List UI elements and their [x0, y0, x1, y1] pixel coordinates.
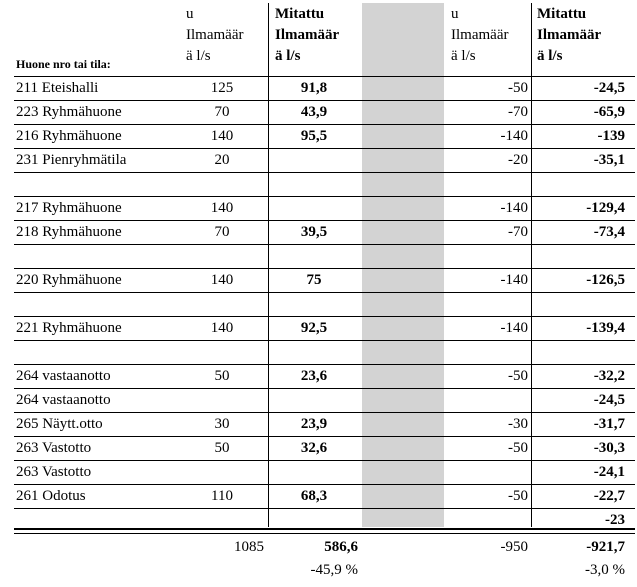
exhaust-measured-cell: -24,5	[593, 80, 625, 96]
column-divider	[268, 3, 269, 527]
supply-measured-cell: 95,5	[300, 128, 328, 144]
exhaust-design-cell: -140	[500, 272, 528, 288]
supply-design-cell: 110	[211, 488, 233, 504]
total-supply-design: 1085	[234, 539, 264, 555]
room-cell: 261 Odotus	[16, 488, 86, 504]
exhaust-design-header-1: u	[451, 6, 459, 22]
exhaust-measured-header-1: Mitattu	[537, 6, 587, 22]
supply-measured-cell: 23,9	[300, 416, 328, 432]
exhaust-design-header-3: ä l/s	[451, 48, 476, 64]
supply-measured-cell: 68,3	[300, 488, 328, 504]
supply-measured-cell: 91,8	[300, 80, 328, 96]
exhaust-design-cell: -20	[508, 152, 528, 168]
exhaust-design-cell: -140	[500, 320, 528, 336]
supply-design-cell: 50	[214, 440, 230, 456]
exhaust-design-cell: -140	[500, 200, 528, 216]
supply-design-header-2: Ilmamäär	[186, 27, 244, 43]
row-separator	[14, 340, 635, 341]
exhaust-measured-cell: -24,1	[593, 464, 625, 480]
row-separator	[14, 460, 635, 461]
exhaust-measured-cell: -126,5	[586, 272, 625, 288]
total-supply-measured: 586,6	[324, 539, 358, 555]
supply-measured-header-2: Ilmamäär	[275, 27, 340, 43]
total-rule	[14, 528, 635, 530]
row-separator	[14, 388, 635, 389]
room-cell: 263 Vastotto	[16, 464, 92, 480]
exhaust-measured-cell: -73,4	[593, 224, 625, 240]
room-cell: 211 Eteishalli	[16, 80, 99, 96]
exhaust-measured-header-3: ä l/s	[537, 48, 563, 64]
row-separator	[14, 364, 635, 365]
supply-design-cell: 70	[214, 224, 230, 240]
room-cell: 220 Ryhmähuone	[16, 272, 122, 288]
room-cell: 221 Ryhmähuone	[16, 320, 122, 336]
row-separator	[14, 508, 635, 509]
exhaust-measured-header-2: Ilmamäär	[537, 27, 602, 43]
row-separator	[14, 244, 635, 245]
supply-design-cell: 70	[214, 104, 230, 120]
supply-design-cell: 125	[210, 80, 234, 96]
row-separator	[14, 412, 635, 413]
exhaust-design-cell: -140	[500, 128, 528, 144]
row-separator	[14, 172, 635, 173]
exhaust-measured-cell: -32,2	[593, 368, 625, 384]
exhaust-design-header-2: Ilmamäär	[451, 27, 509, 43]
exhaust-measured-cell: -22,7	[593, 488, 625, 504]
supply-measured-cell: 75	[306, 272, 322, 288]
row-separator	[14, 220, 635, 221]
row-separator	[14, 148, 635, 149]
exhaust-measured-cell: -35,1	[593, 152, 625, 168]
supply-design-header-3: ä l/s	[186, 48, 211, 64]
exhaust-design-cell: -50	[508, 440, 528, 456]
row-separator	[14, 196, 635, 197]
row-separator	[14, 76, 635, 77]
row-separator	[14, 292, 635, 293]
supply-measured-header-1: Mitattu	[275, 6, 325, 22]
row-separator	[14, 484, 635, 485]
column-divider	[531, 3, 532, 527]
exhaust-measured-cell: -65,9	[593, 104, 625, 120]
room-cell: 264 vastaanotto	[16, 368, 111, 384]
supply-design-cell: 50	[214, 368, 230, 384]
supply-measured-cell: 92,5	[300, 320, 328, 336]
separator-column	[362, 3, 444, 527]
supply-percent: -45,9 %	[310, 562, 358, 578]
row-separator	[14, 316, 635, 317]
room-cell: 223 Ryhmähuone	[16, 104, 122, 120]
total-exhaust-design: -950	[500, 539, 528, 555]
exhaust-measured-cell: -139	[597, 128, 625, 144]
supply-design-cell: 140	[210, 320, 234, 336]
supply-measured-cell: 32,6	[300, 440, 328, 456]
supply-design-cell: 140	[210, 272, 234, 288]
supply-measured-cell: 39,5	[300, 224, 328, 240]
exhaust-measured-cell: -23	[605, 512, 625, 528]
room-cell: 231 Pienryhmätila	[16, 152, 127, 168]
supply-measured-cell: 43,9	[300, 104, 328, 120]
exhaust-measured-cell: -31,7	[593, 416, 625, 432]
exhaust-measured-cell: -139,4	[586, 320, 625, 336]
supply-design-header-1: u	[186, 6, 194, 22]
room-cell: 217 Ryhmähuone	[16, 200, 122, 216]
exhaust-measured-cell: -129,4	[586, 200, 625, 216]
supply-measured-cell: 23,6	[300, 368, 328, 384]
total-exhaust-measured: -921,7	[586, 539, 625, 555]
supply-design-cell: 140	[210, 200, 234, 216]
room-column-header: Huone nro tai tila:	[16, 57, 111, 71]
supply-design-cell: 30	[214, 416, 230, 432]
room-cell: 264 vastaanotto	[16, 392, 111, 408]
total-rule	[14, 533, 635, 534]
supply-design-cell: 20	[214, 152, 230, 168]
exhaust-design-cell: -50	[508, 488, 528, 504]
supply-measured-header-3: ä l/s	[275, 48, 301, 64]
room-cell: 263 Vastotto	[16, 440, 92, 456]
row-separator	[14, 268, 635, 269]
row-separator	[14, 100, 635, 101]
room-cell: 265 Näytt.otto	[16, 416, 103, 432]
supply-design-cell: 140	[210, 128, 234, 144]
exhaust-measured-cell: -24,5	[593, 392, 625, 408]
exhaust-design-cell: -70	[508, 224, 528, 240]
exhaust-design-cell: -30	[508, 416, 528, 432]
row-separator	[14, 124, 635, 125]
exhaust-design-cell: -70	[508, 104, 528, 120]
exhaust-design-cell: -50	[508, 80, 528, 96]
room-cell: 218 Ryhmähuone	[16, 224, 122, 240]
exhaust-design-cell: -50	[508, 368, 528, 384]
room-cell: 216 Ryhmähuone	[16, 128, 122, 144]
row-separator	[14, 436, 635, 437]
exhaust-measured-cell: -30,3	[593, 440, 625, 456]
exhaust-percent: -3,0 %	[585, 562, 625, 578]
